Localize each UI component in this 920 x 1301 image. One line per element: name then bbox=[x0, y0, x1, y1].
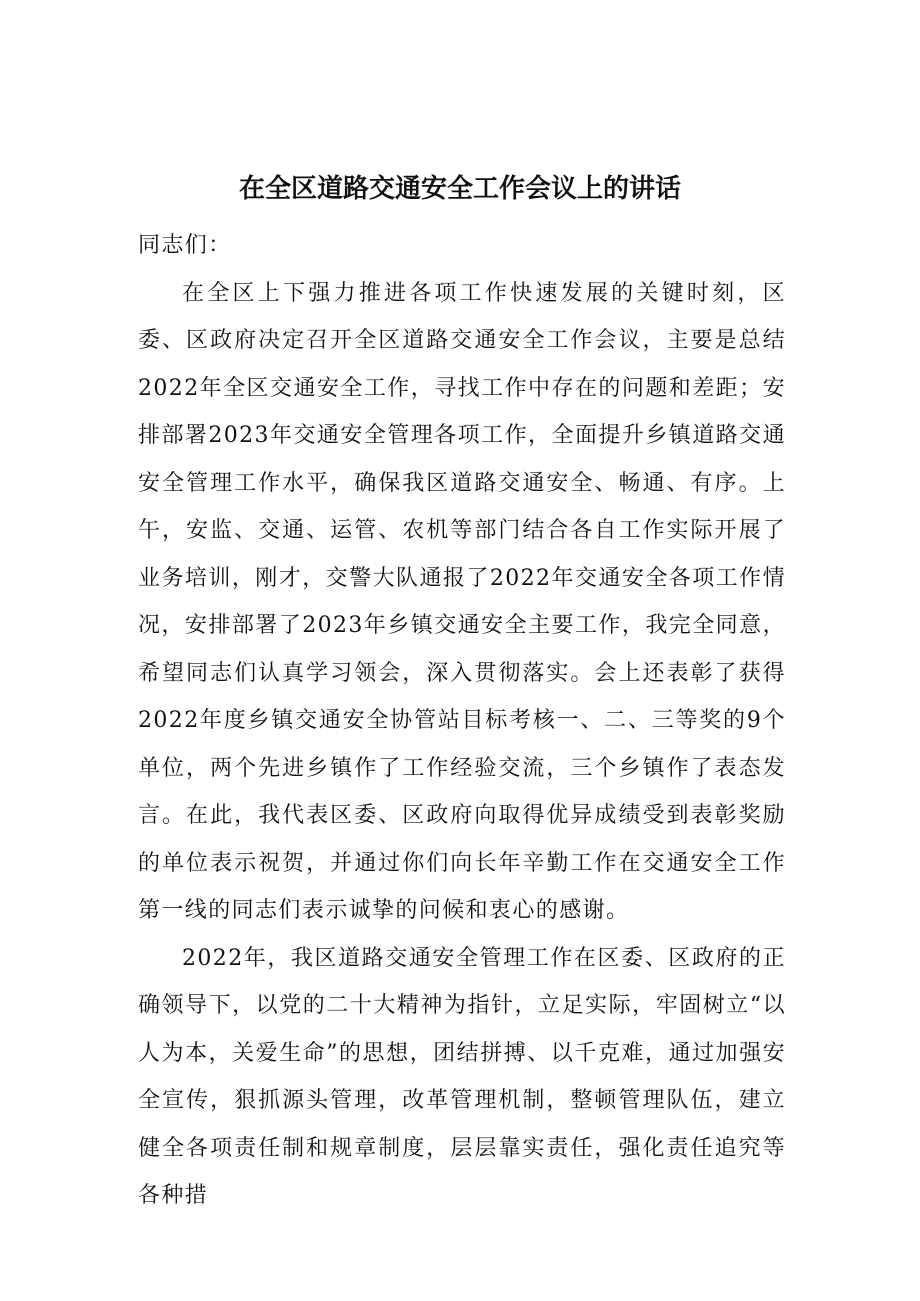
paragraph-1: 在全区上下强力推进各项工作快速发展的关键时刻，区委、区政府决定召开全区道路交通安全工作会议，主要是总结2022年全区交通安全工作，寻找工作中存在的问题和差距；安排部署2023年交通安全管理各项工作，全面提升乡镇道路交通安全管理工作水平，确保我区道路交通安全、畅通、有序。上午，安监、交通、运管、农机等部门结合各自工作实际开展了业务培训，刚才，交警大队通报了2022年交通安全各项工作情况，安排部署了2023年乡镇交通安全主要工作，我完全同意，希望同志们认真学习领会，深入贯彻落实。会上还表彰了获得2022年度乡镇交通安全协管站目标考核一、二、三等奖的9个单位，两个先进乡镇作了工作经验交流，三个乡镇作了表态发言。在此，我代表区委、区政府向取得优异成绩受到表彰奖励的单位表示祝贺，并通过你们向长年辛勤工作在交通安全工作第一线的同志们表示诚挚的问候和衷心的感谢。 bbox=[138, 280, 786, 923]
salutation: 同志们： bbox=[138, 233, 232, 258]
document-title: 在全区道路交通安全工作会议上的讲话 bbox=[238, 174, 681, 204]
document-body bbox=[138, 222, 786, 1220]
paragraph-2: 2022年，我区道路交通安全管理工作在区委、区政府的正确领导下，以党的二十大精神为指针，立足实际，牢固树立“以人为本，关爱生命”的思想，团结拼搏、以千克难，通过加强安全宣传，狠抓源头管理，改革管理机制，整顿管理队伍，建立健全各项责任制和规章制度，层层靠实责任，强化责任追究等各种措 bbox=[138, 945, 786, 1208]
